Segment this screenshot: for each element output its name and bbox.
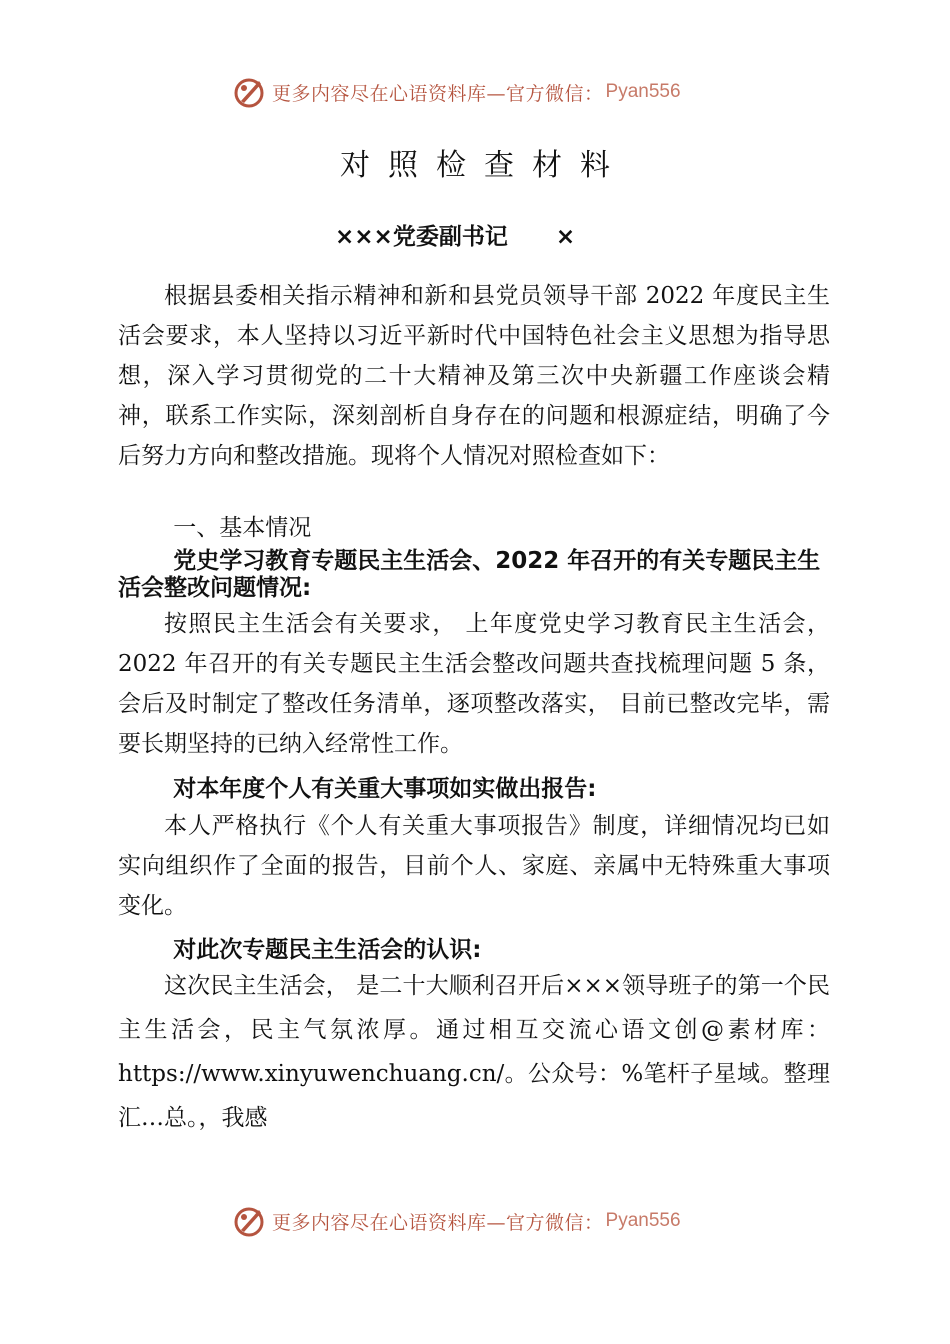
watermark-text: 更多内容尽在心语资料库—官方微信： [272, 1211, 604, 1234]
subsection-heading-understanding: 对此次专题民主生活会的认识: [173, 937, 482, 963]
subsection-body-understanding: 这次民主生活会， 是二十大顺利召开后×××领导班子的第一个民主生活会，民主气氛浓厚。通过相互交流心语文创@素材库：https://www.xinyuwenchuang.cn/。公众号：%笔杆子星域。整理汇…总。，我感 [118, 973, 830, 1131]
intro-paragraph: 根据县委相关指示精神和新和县党员领导干部 2022 年度民主生活会要求，本人坚持以习近平新时代中国特色社会主义思想为指导思想，深入学习贯彻党的二十大精神及第三次中央新疆工作座谈会精神，联系工作实际，深刻剖析自身存在的问题和根源症结，明确了今后努力方向和整改措施。现将个人情况对照检查如下： [118, 283, 830, 469]
subsection-body-major-matters: 本人严格执行《个人有关重大事项报告》制度，详细情况均已如实向组织作了全面的报告，目前个人、家庭、亲属中无特殊重大事项变化。 [118, 813, 830, 919]
watermark-id: Pyan556 [605, 81, 681, 102]
section-heading-basic: 一、基本情况 [173, 515, 312, 541]
watermark-logo-icon [232, 1204, 266, 1238]
watermark-header [232, 72, 681, 112]
subsection-heading-major-matters: 对本年度个人有关重大事项如实做出报告: [173, 776, 597, 802]
subsection-body-rectification: 按照民主生活会有关要求， 上年度党史学习教育民主生活会，2022 年召开的有关专题民主生活会整改问题共查找梳理问题 5 条，会后及时制定了整改任务清单，逐项整改落实， 目前已整改完毕，需要长期坚持的已纳入经常性工作。 [118, 611, 830, 757]
document-byline: ×××党委副书记 × [335, 224, 576, 250]
document-title: 对照检查材料 [340, 148, 628, 183]
watermark-logo-icon [232, 75, 266, 109]
subsection-heading-rectification: 党史学习教育专题民主生活会、2022 年召开的有关专题民主生活会整改问题情况: [118, 548, 821, 601]
watermark-text: 更多内容尽在心语资料库—官方微信： [272, 82, 604, 105]
watermark-footer [232, 1201, 681, 1241]
watermark-id: Pyan556 [605, 1210, 681, 1231]
